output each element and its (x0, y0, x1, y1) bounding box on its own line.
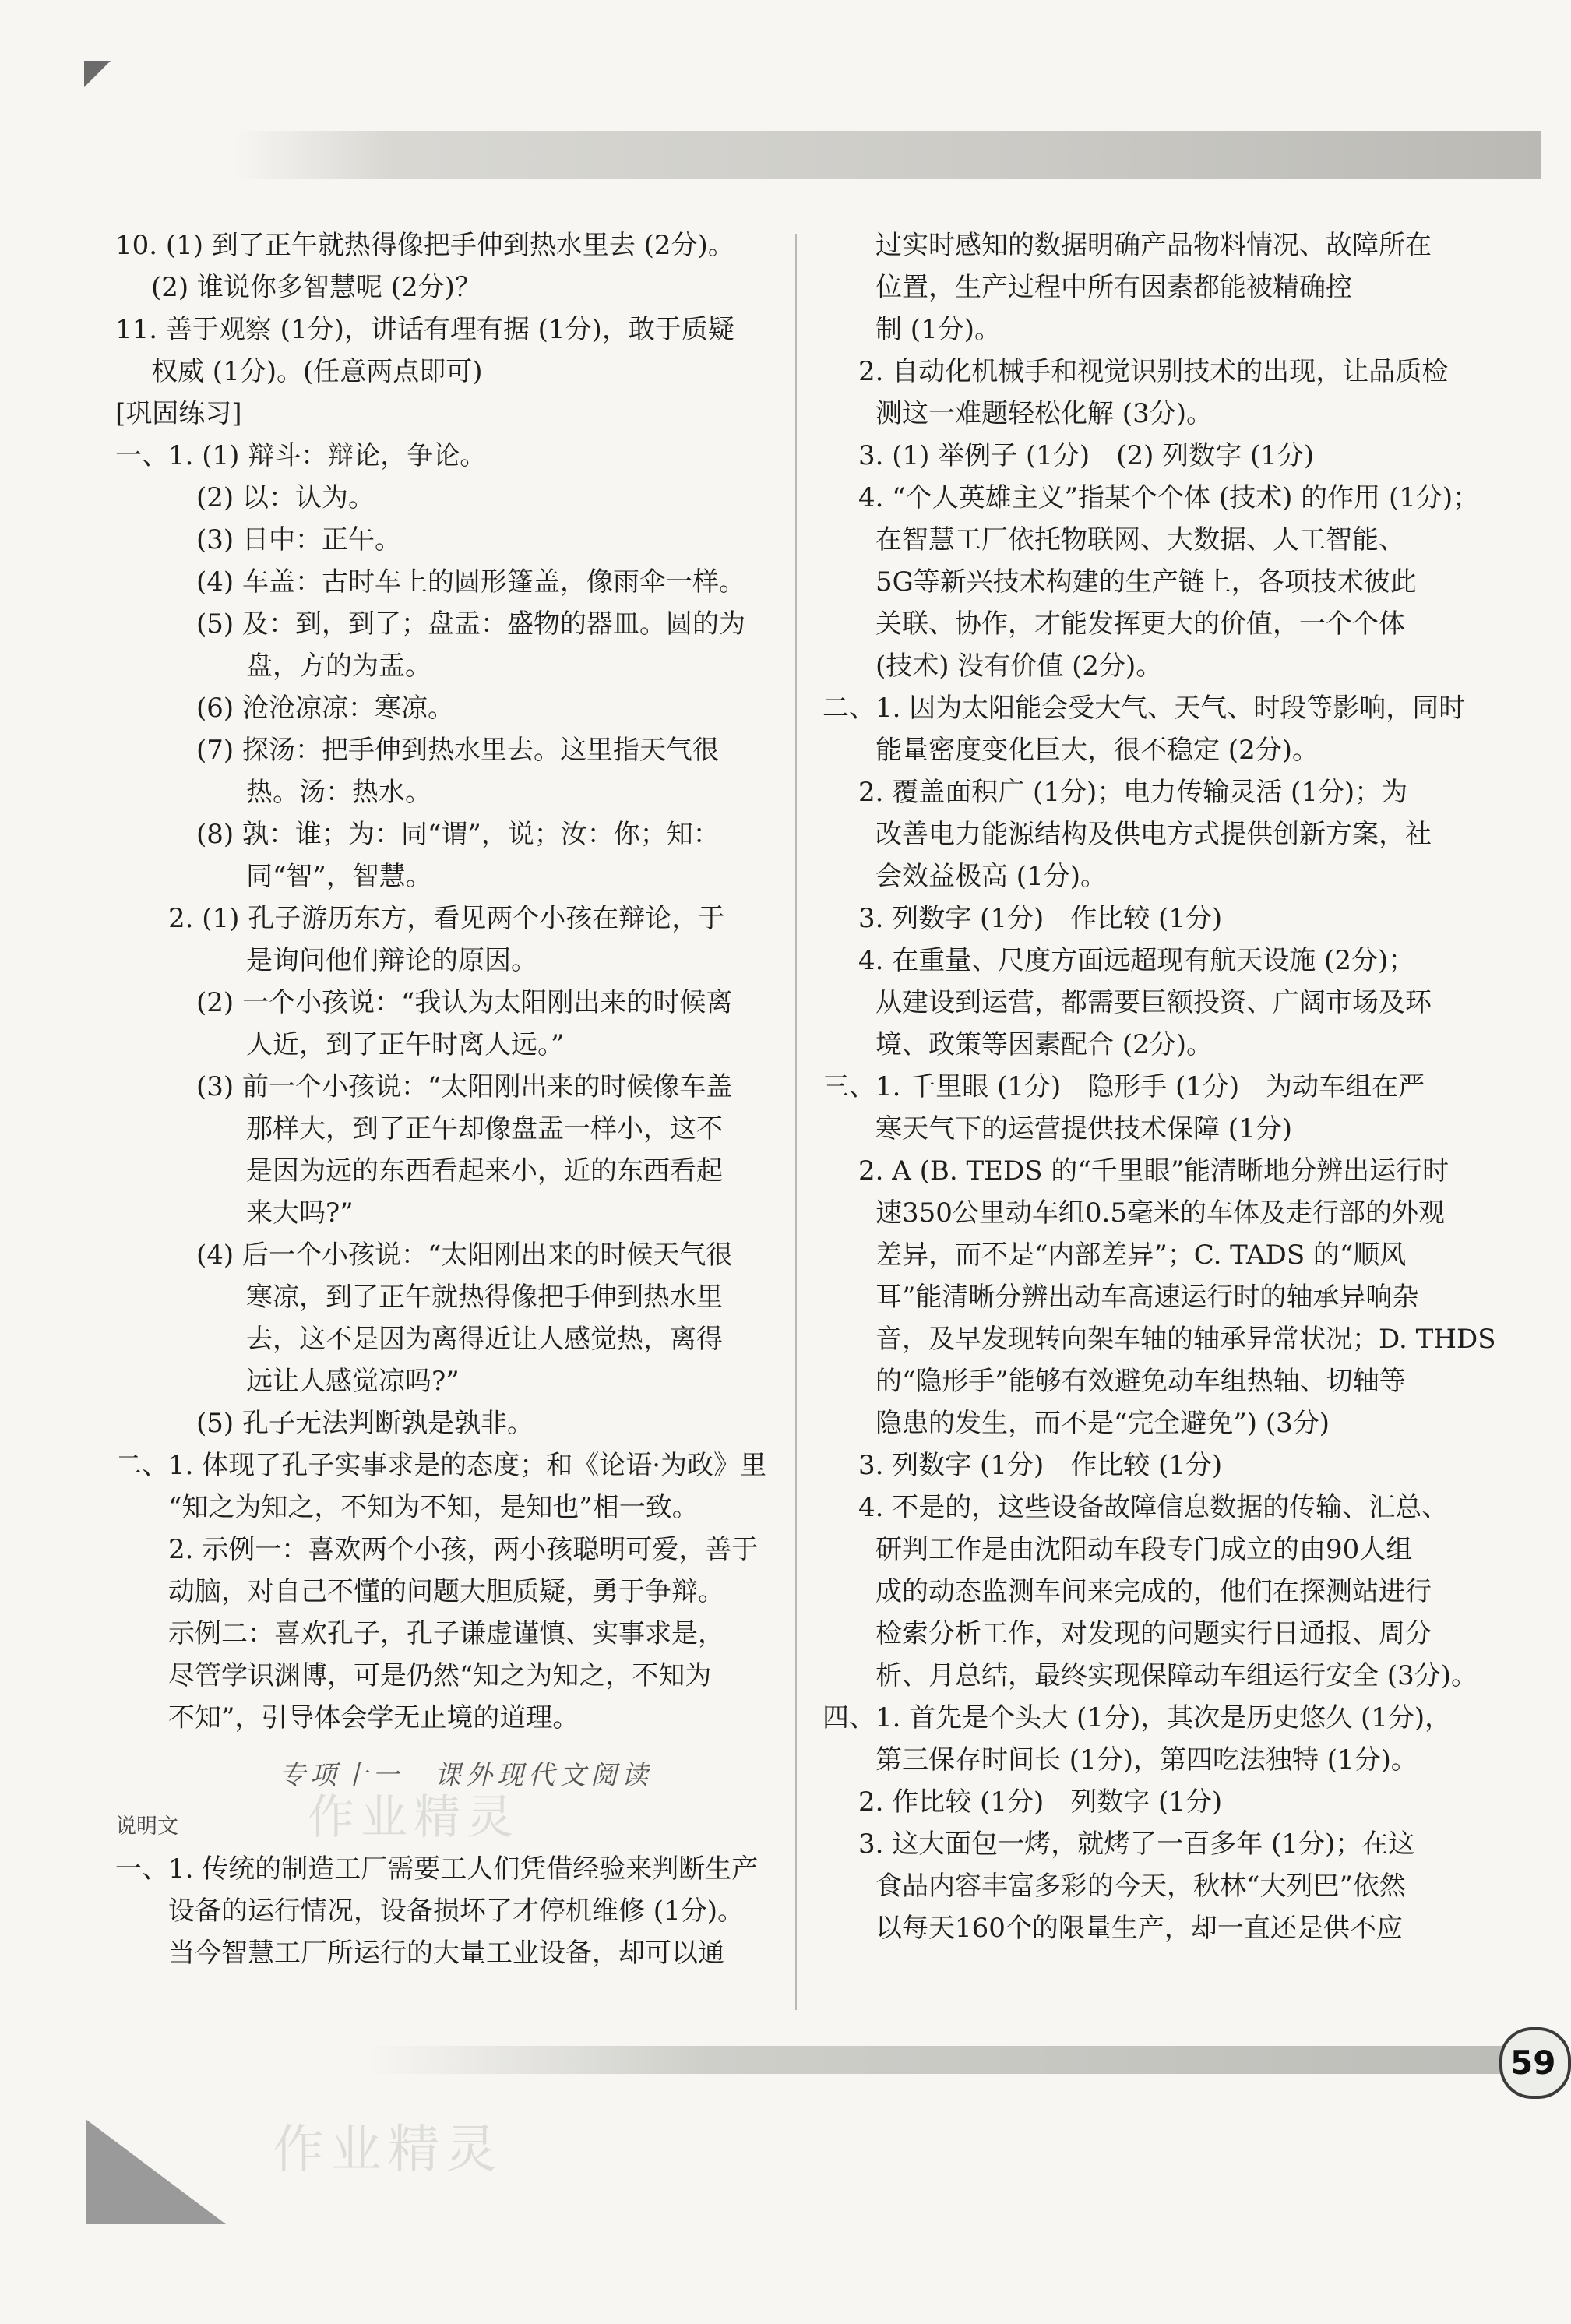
answer-line: 那样大，到了正午却像盘盂一样小，这不 (246, 1113, 723, 1144)
watermark: 作业精灵 (273, 2119, 503, 2179)
answer-line: (6) 沧沧凉凉：寒凉。 (196, 693, 454, 724)
answer-line: 3. 列数字 (1分) 作比较 (1分) (858, 1450, 1223, 1481)
left-column (115, 224, 816, 1974)
answer-line: 食品内容丰富多彩的今天，秋林“大列巴”依然 (875, 1871, 1406, 1902)
answer-line: 制 (1分)。 (875, 314, 1001, 345)
answer-line: 2. 覆盖面积广 (1分)；电力传输灵活 (1分)；为 (858, 777, 1408, 808)
left-column-lines-after (115, 1848, 816, 1974)
answer-line: 4. “个人英雄主义”指某个个体 (技术) 的作用 (1分)； (858, 482, 1480, 513)
answer-line: 隐患的发生，而不是“完全避免”) (3分) (875, 1408, 1330, 1439)
answer-line: (3) 前一个小孩说：“太阳刚出来的时候像车盖 (196, 1071, 733, 1102)
answer-line: 会效益极高 (1分)。 (875, 861, 1107, 892)
answer-line: 二、1. 体现了孔子实事求是的态度；和《论语·为政》里 (115, 1450, 767, 1481)
watermark: 作业精灵 (308, 1790, 520, 1845)
answer-line: (8) 孰：谁；为：同“谓”，说；汝：你；知： (196, 819, 720, 850)
answer-line: 3. 列数字 (1分) 作比较 (1分) (858, 903, 1223, 934)
answer-line: 能量密度变化巨大，很不稳定 (2分)。 (875, 735, 1319, 766)
corner-decoration-top-left (84, 61, 111, 87)
answer-line: (5) 孔子无法判断孰是孰非。 (196, 1408, 534, 1439)
answer-line: 第三保存时间长 (1分)，第四吃法独特 (1分)。 (875, 1744, 1418, 1776)
answer-line: 位置，生产过程中所有因素都能被精确控 (875, 272, 1352, 303)
answer-line: 10. (1) 到了正午就热得像把手伸到热水里去 (2分)。 (115, 230, 734, 261)
answer-line: (2) 谁说你多智慧呢 (2分)？ (151, 272, 481, 303)
answer-line: 2. 自动化机械手和视觉识别技术的出现，让品质检 (858, 356, 1449, 387)
answer-line: 热。汤：热水。 (246, 777, 431, 808)
section-title: 专项十一 课外现代文阅读 (279, 1760, 653, 1791)
section-subtitle: 说明文 (115, 1814, 178, 1839)
answer-line: 不知”，引导体会学无止境的道理。 (168, 1702, 579, 1733)
answer-line: 速350公里动车组0.5毫米的车体及走行部的外观 (875, 1197, 1445, 1229)
answer-line: 2. (1) 孔子游历东方，看见两个小孩在辩论，于 (168, 903, 725, 934)
right-column-lines (822, 224, 1523, 1949)
answer-line: (3) 日中：正午。 (196, 524, 401, 555)
answer-line: 寒凉，到了正午就热得像把手伸到热水里 (246, 1282, 723, 1313)
answer-line: 动脑，对自己不懂的问题大胆质疑，勇于争辩。 (168, 1576, 724, 1607)
answer-line: 设备的运行情况，设备损坏了才停机维修 (1分)。 (168, 1896, 744, 1927)
corner-decoration-bottom-left (86, 2119, 226, 2224)
answer-line: 是因为远的东西看起来小，近的东西看起 (246, 1155, 723, 1187)
answer-line: (2) 一个小孩说：“我认为太阳刚出来的时候离 (196, 987, 733, 1018)
answer-line: 检索分析工作，对发现的问题实行日通报、周分 (875, 1618, 1432, 1649)
answer-line: 析、月总结，最终实现保障动车组运行安全 (3分)。 (875, 1660, 1478, 1691)
answer-line: 同“智”，智慧。 (246, 861, 432, 892)
right-column (822, 224, 1523, 1949)
answer-line: “知之为知之，不知为不知，是知也”相一致。 (168, 1492, 699, 1523)
answer-line: 二、1. 因为太阳能会受大气、天气、时段等影响，同时 (822, 693, 1466, 724)
header-band (234, 131, 1541, 179)
answer-line: 示例二：喜欢孔子，孔子谦虚谨慎、实事求是， (168, 1618, 724, 1649)
answer-line: 以每天160个的限量生产，却一直还是供不应 (875, 1913, 1403, 1944)
answer-line: 2. 示例一：喜欢两个小孩，两小孩聪明可爱，善于 (168, 1534, 759, 1565)
answer-line: 三、1. 千里眼 (1分) 隐形手 (1分) 为动车组在严 (822, 1071, 1425, 1102)
answer-line: 成的动态监测车间来完成的，他们在探测站进行 (875, 1576, 1432, 1607)
answer-line: (4) 车盖：古时车上的圆形篷盖，像雨伞一样。 (196, 566, 745, 598)
answer-line: 在智慧工厂依托物联网、大数据、人工智能、 (875, 524, 1405, 555)
answer-line: 远让人感觉凉吗?” (246, 1366, 460, 1397)
answer-line: 差异，而不是“内部差异”；C. TADS 的“顺风 (875, 1240, 1407, 1271)
page-number: 59 (1499, 2027, 1571, 2099)
answer-line: 测这一难题轻松化解 (3分)。 (875, 398, 1213, 429)
answer-line: 5G等新兴技术构建的生产链上，各项技术彼此 (875, 566, 1417, 598)
footer-band (366, 2046, 1503, 2074)
answer-line: 四、1. 首先是个头大 (1分)，其次是历史悠久 (1分)， (822, 1702, 1452, 1733)
answer-line: 音，及早发现转向架车轴的轴承异常状况；D. THDS (875, 1324, 1496, 1355)
answer-line: 一、1. 传统的制造工厂需要工人们凭借经验来判断生产 (115, 1853, 759, 1885)
answer-line: (7) 探汤：把手伸到热水里去。这里指天气很 (196, 735, 719, 766)
answer-line: [巩固练习] (115, 398, 242, 429)
answer-line: 改善电力能源结构及供电方式提供创新方案，社 (875, 819, 1432, 850)
answer-line: 一、1. (1) 辩斗：辩论，争论。 (115, 440, 487, 471)
answer-line: 2. A (B. TEDS 的“千里眼”能清晰地分辨出运行时 (858, 1155, 1449, 1187)
answer-line: 过实时感知的数据明确产品物料情况、故障所在 (875, 230, 1432, 261)
answer-line: 4. 在重量、尺度方面远超现有航天设施 (2分)； (858, 945, 1415, 976)
answer-line: 2. 作比较 (1分) 列数字 (1分) (858, 1786, 1223, 1818)
answer-line: 境、政策等因素配合 (2分)。 (875, 1029, 1213, 1060)
answer-line: 权威 (1分)。(任意两点即可) (151, 356, 483, 387)
answer-line: 3. (1) 举例子 (1分) (2) 列数字 (1分) (858, 440, 1315, 471)
answer-line: 来大吗?” (246, 1197, 354, 1229)
answer-line: 从建设到运营，都需要巨额投资、广阔市场及环 (875, 987, 1432, 1018)
answer-line: (2) 以：认为。 (196, 482, 375, 513)
answer-line: 的“隐形手”能够有效避免动车组热轴、切轴等 (875, 1366, 1406, 1397)
answer-line: (5) 及：到，到了；盘盂：盛物的器皿。圆的为 (196, 608, 745, 640)
answer-line: 3. 这大面包一烤，就烤了一百多年 (1分)；在这 (858, 1829, 1415, 1860)
answer-line: (4) 后一个小孩说：“太阳刚出来的时候天气很 (196, 1240, 733, 1271)
answer-line: 4. 不是的，这些设备故障信息数据的传输、汇总、 (858, 1492, 1449, 1523)
answer-line: 是询问他们辩论的原因。 (246, 945, 537, 976)
column-divider (795, 234, 797, 2010)
answer-line: 研判工作是由沈阳动车段专门成立的由90人组 (875, 1534, 1413, 1565)
answer-line: 人近，到了正午时离人远。” (246, 1029, 565, 1060)
answer-line: 尽管学识渊博，可是仍然“知之为知之，不知为 (168, 1660, 712, 1691)
left-column-lines (115, 224, 816, 1739)
answer-line: 耳”能清晰分辨出动车高速运行时的轴承异响杂 (875, 1282, 1419, 1313)
answer-line: 当今智慧工厂所运行的大量工业设备，却可以通 (168, 1938, 724, 1969)
answer-line: 寒天气下的运营提供技术保障 (1分) (875, 1113, 1292, 1144)
answer-line: (技术) 没有价值 (2分)。 (875, 651, 1163, 682)
answer-line: 去，这不是因为离得近让人感觉热，离得 (246, 1324, 723, 1355)
answer-line: 11. 善于观察 (1分)，讲话有理有据 (1分)，敢于质疑 (115, 314, 734, 345)
answer-line: 关联、协作，才能发挥更大的价值，一个个体 (875, 608, 1405, 640)
answer-line: 盘，方的为盂。 (246, 651, 431, 682)
